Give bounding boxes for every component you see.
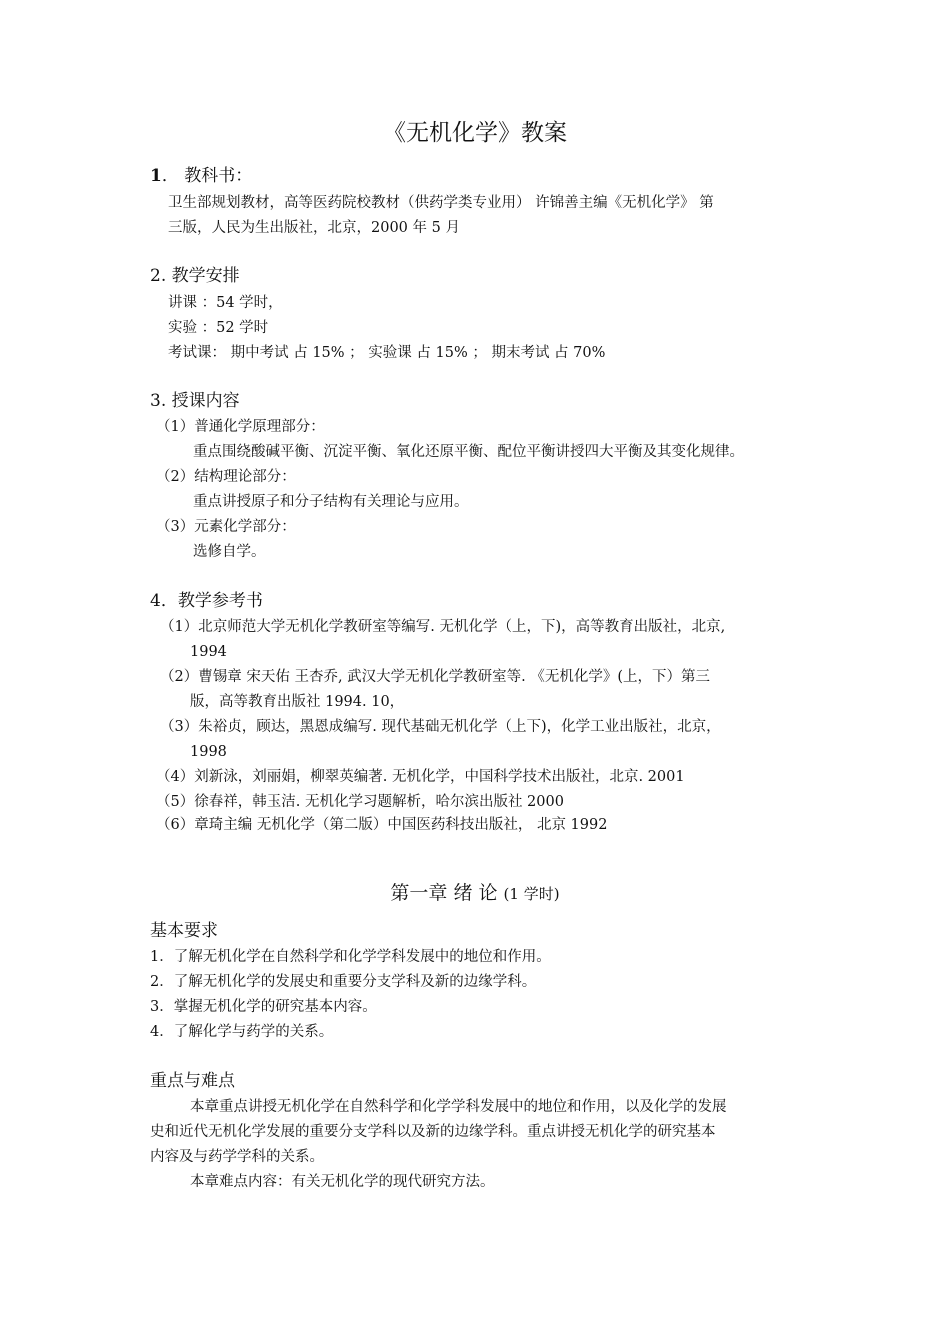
page-title: 《无机化学》教案	[383, 120, 567, 146]
reference-line: （2）曹锡章 宋天佑 王杏乔, 武汉大学无机化学教研室等. 《无机化学》(上，下）第三	[160, 669, 711, 685]
reference-line: （1）北京师范大学无机化学教研室等编写. 无机化学（上，下)，高等教育出版社，北京,	[160, 619, 726, 635]
content-item-detail: 重点围绕酸碱平衡、沉淀平衡、氧化还原平衡、配位平衡讲授四大平衡及其变化规律。	[193, 444, 744, 460]
chapter-1-title	[0, 880, 950, 907]
reference-line: （5）徐春祥，韩玉洁. 无机化学习题解析，哈尔滨出版社 2000	[156, 794, 564, 810]
section-1-title: ． 教科书：	[161, 166, 253, 186]
requirement-item: 1．了解无机化学在自然科学和化学学科发展中的地位和作用。	[150, 949, 551, 965]
lecture-hours: 讲课 ：54 学时，	[168, 295, 283, 311]
requirement-item: 4．了解化学与药学的关系。	[150, 1024, 334, 1040]
lab-hours: 实验 ：52 学时	[168, 320, 269, 336]
section-2-heading: 2. 教学安排	[150, 266, 240, 286]
key-points-paragraph-line: 内容及与药学学科的关系。	[150, 1149, 324, 1165]
textbook-line-1: 卫生部规划教材，高等医药院校教材（供药学类专业用） 许锦善主编《无机化学》 第	[168, 195, 714, 211]
key-points-heading: 重点与难点	[150, 1071, 235, 1091]
reference-line-cont: 版，高等教育出版社 1994. 10，	[190, 694, 405, 710]
section-4-heading: 4．教学参考书	[150, 591, 263, 611]
requirements-heading: 基本要求	[150, 921, 218, 941]
difficulty-line: 本章难点内容：有关无机化学的现代研究方法。	[190, 1174, 495, 1190]
section-3-heading: 3. 授课内容	[150, 391, 240, 411]
reference-line: （4）刘新泳，刘丽娟，柳翠英编著. 无机化学，中国科学技术出版社，北京. 2001	[156, 769, 685, 785]
reference-line: （3）朱裕贞，顾达，黑恩成编写. 现代基础无机化学（上下)，化学工业出版社，北京，	[160, 719, 721, 735]
requirement-item: 2．了解无机化学的发展史和重要分支学科及新的边缘学科。	[150, 974, 537, 990]
key-points-paragraph-line: 本章重点讲授无机化学在自然科学和化学学科发展中的地位和作用，以及化学的发展	[190, 1099, 727, 1115]
section-1-number: 1	[150, 166, 162, 186]
reference-line: （6）章琦主编 无机化学（第二版）中国医药科技出版社， 北京 1992	[156, 817, 608, 833]
exam-weights: 考试课： 期中考试 占 15% ； 实验课 占 15% ； 期末考试 占 70%	[168, 345, 606, 361]
content-item-label: （1）普通化学原理部分：	[156, 419, 325, 435]
textbook-line-2: 三版，人民为生出版社，北京，2000 年 5 月	[168, 220, 460, 236]
chapter-title-text: 第一章 绪 论	[390, 882, 498, 904]
reference-line-cont: 1994	[190, 644, 227, 660]
key-points-paragraph-line: 史和近代无机化学发展的重要分支学科以及新的边缘学科。重点讲授无机化学的研究基本	[150, 1124, 716, 1140]
section-1-heading	[150, 165, 252, 187]
content-item-label: （2）结构理论部分：	[156, 469, 296, 485]
requirement-item: 3．掌握无机化学的研究基本内容。	[150, 999, 377, 1015]
chapter-hours: (1 学时)	[503, 885, 560, 903]
content-item-detail: 重点讲授原子和分子结构有关理论与应用。	[193, 494, 469, 510]
content-item-label: （3）元素化学部分：	[156, 519, 296, 535]
content-item-detail: 选修自学。	[193, 544, 266, 560]
reference-line-cont: 1998	[190, 744, 227, 760]
